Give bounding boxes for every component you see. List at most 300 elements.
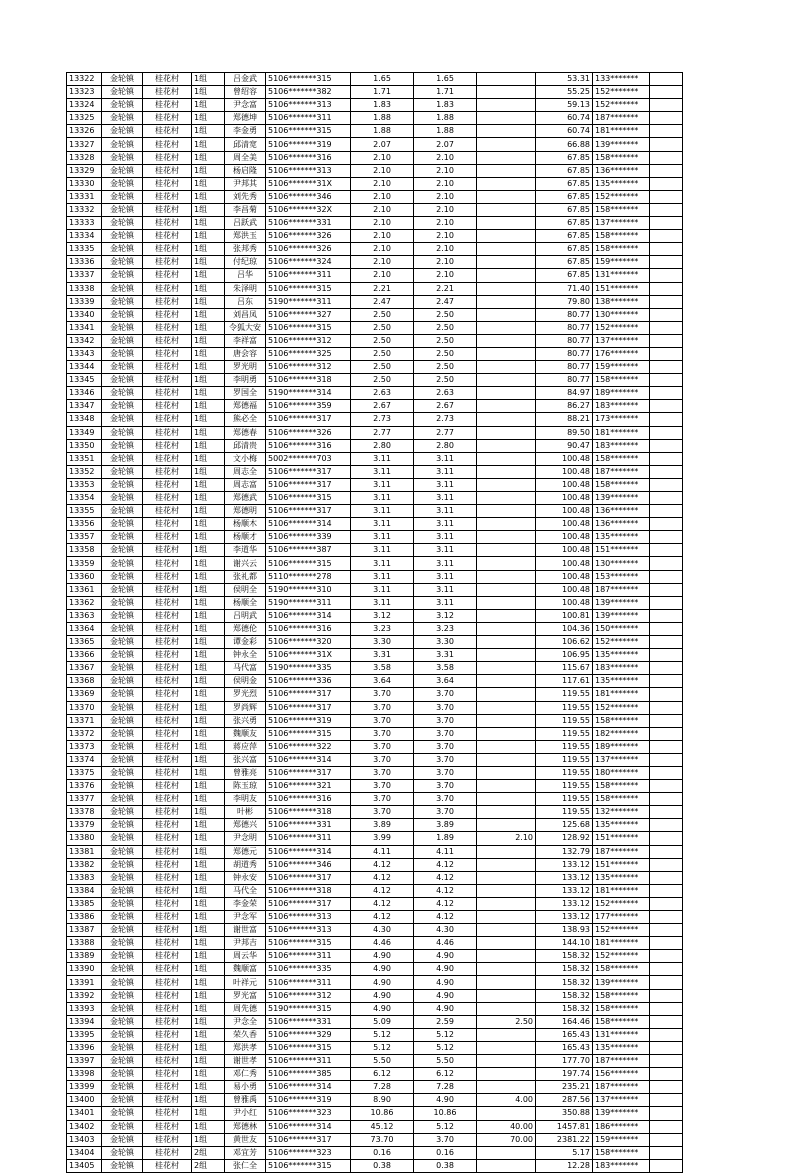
cell-amount: 119.55 (536, 701, 593, 714)
cell-village: 桂花村 (143, 871, 192, 884)
cell-name: 郑德坤 (225, 112, 266, 125)
cell-id-masked: 5106*******315 (266, 937, 351, 950)
cell-extra (650, 230, 683, 243)
cell-amount: 100.48 (536, 544, 593, 557)
cell-phone: 152******* (593, 701, 650, 714)
cell-col-a: 2.67 (351, 400, 414, 413)
cell-village: 桂花村 (143, 544, 192, 557)
cell-town: 金轮镇 (102, 832, 143, 845)
cell-town: 金轮镇 (102, 321, 143, 334)
cell-phone: 173******* (593, 413, 650, 426)
cell-extra (650, 400, 683, 413)
cell-amount: 53.31 (536, 73, 593, 86)
cell-village: 桂花村 (143, 636, 192, 649)
cell-village: 桂花村 (143, 1146, 192, 1159)
table-row (67, 884, 683, 897)
cell-col-c (477, 99, 536, 112)
cell-phone: 181******* (593, 937, 650, 950)
cell-col-b: 2.47 (414, 295, 477, 308)
cell-amount: 177.70 (536, 1055, 593, 1068)
cell-group: 1组 (192, 400, 225, 413)
cell-name: 张礼都 (225, 570, 266, 583)
cell-village: 桂花村 (143, 649, 192, 662)
cell-col-a: 2.50 (351, 347, 414, 360)
cell-col-a: 3.11 (351, 544, 414, 557)
table-row (67, 190, 683, 203)
cell-extra (650, 256, 683, 269)
cell-col-b: 2.10 (414, 243, 477, 256)
cell-town: 金轮镇 (102, 570, 143, 583)
cell-id: 13393 (67, 1002, 102, 1015)
cell-group: 1组 (192, 766, 225, 779)
cell-col-a: 10.86 (351, 1107, 414, 1120)
table-row (67, 832, 683, 845)
cell-id-masked: 5106*******317 (266, 478, 351, 491)
cell-col-c (477, 557, 536, 570)
cell-col-b: 3.11 (414, 465, 477, 478)
cell-group: 1组 (192, 439, 225, 452)
cell-phone: 151******* (593, 544, 650, 557)
cell-name: 罗光明 (225, 361, 266, 374)
cell-town: 金轮镇 (102, 714, 143, 727)
cell-town: 金轮镇 (102, 963, 143, 976)
cell-col-c (477, 622, 536, 635)
cell-col-c (477, 361, 536, 374)
cell-col-a: 3.70 (351, 740, 414, 753)
cell-id: 13353 (67, 478, 102, 491)
cell-amount: 115.67 (536, 662, 593, 675)
cell-group: 1组 (192, 282, 225, 295)
cell-amount: 133.12 (536, 858, 593, 871)
cell-col-c (477, 138, 536, 151)
table-row (67, 413, 683, 426)
cell-group: 1组 (192, 177, 225, 190)
cell-col-b: 2.67 (414, 400, 477, 413)
cell-phone: 187******* (593, 583, 650, 596)
cell-village: 桂花村 (143, 897, 192, 910)
cell-col-b: 3.70 (414, 793, 477, 806)
cell-col-b: 2.50 (414, 374, 477, 387)
cell-name: 谢世富 (225, 924, 266, 937)
cell-village: 桂花村 (143, 217, 192, 230)
cell-town: 金轮镇 (102, 884, 143, 897)
cell-village: 桂花村 (143, 583, 192, 596)
cell-col-b: 2.50 (414, 321, 477, 334)
cell-col-c (477, 295, 536, 308)
cell-col-c (477, 845, 536, 858)
cell-amount: 100.48 (536, 583, 593, 596)
cell-amount: 90.47 (536, 439, 593, 452)
cell-village: 桂花村 (143, 1159, 192, 1172)
cell-group: 1组 (192, 845, 225, 858)
cell-group: 1组 (192, 596, 225, 609)
cell-amount: 133.12 (536, 884, 593, 897)
cell-id-masked: 5190*******310 (266, 583, 351, 596)
cell-col-c (477, 806, 536, 819)
cell-group: 1组 (192, 727, 225, 740)
cell-group: 1组 (192, 1068, 225, 1081)
cell-town: 金轮镇 (102, 478, 143, 491)
cell-col-a: 3.70 (351, 780, 414, 793)
cell-amount: 119.55 (536, 688, 593, 701)
cell-id-masked: 5106*******314 (266, 845, 351, 858)
cell-group: 1组 (192, 740, 225, 753)
cell-id: 13397 (67, 1055, 102, 1068)
cell-id: 13349 (67, 426, 102, 439)
cell-extra (650, 793, 683, 806)
cell-col-c (477, 452, 536, 465)
cell-phone: 136******* (593, 505, 650, 518)
cell-town: 金轮镇 (102, 1159, 143, 1172)
cell-col-a: 2.50 (351, 374, 414, 387)
cell-id-masked: 5106*******317 (266, 465, 351, 478)
cell-id: 13332 (67, 203, 102, 216)
cell-col-a: 2.10 (351, 203, 414, 216)
cell-town: 金轮镇 (102, 217, 143, 230)
cell-phone: 152******* (593, 99, 650, 112)
cell-col-b: 3.11 (414, 452, 477, 465)
cell-id-masked: 5106*******31X (266, 649, 351, 662)
cell-phone: 156******* (593, 1068, 650, 1081)
cell-col-b: 4.90 (414, 950, 477, 963)
cell-col-c (477, 243, 536, 256)
cell-col-b: 3.70 (414, 740, 477, 753)
cell-phone: 152******* (593, 897, 650, 910)
table-body (67, 73, 683, 1173)
cell-name: 熊必全 (225, 413, 266, 426)
cell-amount: 80.77 (536, 374, 593, 387)
cell-village: 桂花村 (143, 321, 192, 334)
table-row (67, 1041, 683, 1054)
cell-village: 桂花村 (143, 1028, 192, 1041)
cell-group: 1组 (192, 662, 225, 675)
cell-phone: 158******* (593, 452, 650, 465)
cell-id: 13370 (67, 701, 102, 714)
cell-col-b: 3.11 (414, 544, 477, 557)
cell-amount: 100.81 (536, 609, 593, 622)
cell-name: 郑德伦 (225, 622, 266, 635)
cell-name: 周云华 (225, 950, 266, 963)
cell-col-a: 3.70 (351, 766, 414, 779)
cell-amount: 119.55 (536, 793, 593, 806)
cell-col-b: 3.70 (414, 688, 477, 701)
cell-town: 金轮镇 (102, 911, 143, 924)
table-row (67, 125, 683, 138)
cell-amount: 119.55 (536, 727, 593, 740)
table-row (67, 374, 683, 387)
cell-town: 金轮镇 (102, 1002, 143, 1015)
cell-extra (650, 308, 683, 321)
cell-extra (650, 924, 683, 937)
cell-col-a: 2.50 (351, 361, 414, 374)
cell-group: 1组 (192, 780, 225, 793)
cell-col-b: 4.90 (414, 963, 477, 976)
cell-id: 13334 (67, 230, 102, 243)
cell-id-masked: 5106*******317 (266, 413, 351, 426)
cell-phone: 180******* (593, 766, 650, 779)
cell-village: 桂花村 (143, 400, 192, 413)
table-row (67, 243, 683, 256)
cell-id: 13384 (67, 884, 102, 897)
cell-col-c (477, 609, 536, 622)
cell-extra (650, 73, 683, 86)
cell-amount: 67.85 (536, 190, 593, 203)
table-row (67, 1028, 683, 1041)
cell-amount: 80.77 (536, 321, 593, 334)
cell-id: 13347 (67, 400, 102, 413)
cell-phone: 130******* (593, 557, 650, 570)
table-row (67, 269, 683, 282)
cell-town: 金轮镇 (102, 347, 143, 360)
cell-town: 金轮镇 (102, 924, 143, 937)
cell-phone: 187******* (593, 1081, 650, 1094)
cell-name: 郑德元 (225, 845, 266, 858)
cell-id: 13379 (67, 819, 102, 832)
cell-extra (650, 688, 683, 701)
cell-name: 罗尚辉 (225, 701, 266, 714)
cell-phone: 152******* (593, 924, 650, 937)
cell-phone: 151******* (593, 832, 650, 845)
cell-id: 13355 (67, 505, 102, 518)
cell-id: 13345 (67, 374, 102, 387)
cell-col-b: 1.65 (414, 73, 477, 86)
cell-town: 金轮镇 (102, 871, 143, 884)
cell-col-b: 3.70 (414, 714, 477, 727)
cell-name: 文小梅 (225, 452, 266, 465)
cell-group: 1组 (192, 636, 225, 649)
table-row (67, 819, 683, 832)
cell-village: 桂花村 (143, 347, 192, 360)
cell-extra (650, 596, 683, 609)
table-row (67, 609, 683, 622)
cell-col-b: 2.73 (414, 413, 477, 426)
cell-village: 桂花村 (143, 1094, 192, 1107)
cell-town: 金轮镇 (102, 125, 143, 138)
cell-amount: 67.85 (536, 269, 593, 282)
cell-phone: 151******* (593, 858, 650, 871)
cell-phone: 133******* (593, 73, 650, 86)
cell-group: 1组 (192, 911, 225, 924)
cell-village: 桂花村 (143, 374, 192, 387)
cell-group: 1组 (192, 806, 225, 819)
table-row (67, 780, 683, 793)
cell-town: 金轮镇 (102, 1015, 143, 1028)
cell-name: 侯明金 (225, 675, 266, 688)
cell-extra (650, 452, 683, 465)
cell-col-c (477, 688, 536, 701)
table-row (67, 688, 683, 701)
cell-town: 金轮镇 (102, 727, 143, 740)
cell-group: 1组 (192, 557, 225, 570)
cell-group: 1组 (192, 609, 225, 622)
cell-village: 桂花村 (143, 190, 192, 203)
cell-name: 叶祥元 (225, 976, 266, 989)
cell-phone: 189******* (593, 387, 650, 400)
cell-village: 桂花村 (143, 230, 192, 243)
cell-village: 桂花村 (143, 1055, 192, 1068)
cell-phone: 176******* (593, 347, 650, 360)
cell-col-b: 1.89 (414, 832, 477, 845)
cell-col-c (477, 950, 536, 963)
cell-col-a: 2.50 (351, 334, 414, 347)
cell-extra (650, 714, 683, 727)
cell-id: 13383 (67, 871, 102, 884)
cell-col-c (477, 282, 536, 295)
cell-name: 杨顺木 (225, 518, 266, 531)
cell-col-b: 3.11 (414, 596, 477, 609)
cell-id-masked: 5106*******317 (266, 897, 351, 910)
cell-town: 金轮镇 (102, 138, 143, 151)
cell-col-c (477, 989, 536, 1002)
cell-town: 金轮镇 (102, 164, 143, 177)
cell-col-c (477, 73, 536, 86)
cell-extra (650, 387, 683, 400)
cell-id: 13405 (67, 1159, 102, 1172)
cell-col-a: 3.70 (351, 806, 414, 819)
cell-village: 桂花村 (143, 858, 192, 871)
cell-extra (650, 439, 683, 452)
cell-amount: 67.85 (536, 177, 593, 190)
cell-extra (650, 531, 683, 544)
cell-group: 1组 (192, 112, 225, 125)
cell-col-a: 3.11 (351, 478, 414, 491)
cell-col-a: 4.12 (351, 897, 414, 910)
cell-amount: 67.85 (536, 217, 593, 230)
cell-town: 金轮镇 (102, 151, 143, 164)
cell-extra (650, 884, 683, 897)
cell-col-a: 3.70 (351, 793, 414, 806)
table-row (67, 753, 683, 766)
cell-id: 13358 (67, 544, 102, 557)
cell-extra (650, 190, 683, 203)
cell-id: 13338 (67, 282, 102, 295)
cell-extra (650, 963, 683, 976)
cell-village: 桂花村 (143, 911, 192, 924)
cell-name: 尹念富 (225, 99, 266, 112)
cell-village: 桂花村 (143, 1068, 192, 1081)
cell-town: 金轮镇 (102, 793, 143, 806)
cell-col-b: 3.12 (414, 609, 477, 622)
cell-id-masked: 5106*******311 (266, 112, 351, 125)
cell-phone: 159******* (593, 361, 650, 374)
cell-col-c: 2.10 (477, 832, 536, 845)
cell-group: 1组 (192, 950, 225, 963)
cell-town: 金轮镇 (102, 976, 143, 989)
cell-id-masked: 5106*******387 (266, 544, 351, 557)
cell-col-c: 2.50 (477, 1015, 536, 1028)
cell-extra (650, 374, 683, 387)
cell-amount: 67.85 (536, 230, 593, 243)
cell-name: 邱清贵 (225, 439, 266, 452)
cell-id: 13377 (67, 793, 102, 806)
cell-phone: 187******* (593, 465, 650, 478)
cell-group: 1组 (192, 832, 225, 845)
cell-town: 金轮镇 (102, 269, 143, 282)
cell-name: 尹念军 (225, 911, 266, 924)
table-row (67, 492, 683, 505)
cell-col-a: 2.47 (351, 295, 414, 308)
cell-name: 李祥富 (225, 334, 266, 347)
cell-col-a: 3.11 (351, 583, 414, 596)
cell-id: 13395 (67, 1028, 102, 1041)
cell-phone: 158******* (593, 151, 650, 164)
cell-col-b: 3.70 (414, 766, 477, 779)
cell-col-c (477, 1041, 536, 1054)
table-row (67, 1055, 683, 1068)
cell-col-a: 3.89 (351, 819, 414, 832)
cell-col-a: 0.16 (351, 1146, 414, 1159)
cell-id-masked: 5106*******316 (266, 151, 351, 164)
cell-town: 金轮镇 (102, 256, 143, 269)
cell-col-c (477, 714, 536, 727)
cell-col-a: 4.11 (351, 845, 414, 858)
cell-col-a: 4.90 (351, 950, 414, 963)
cell-amount: 144.10 (536, 937, 593, 950)
cell-col-c (477, 177, 536, 190)
cell-amount: 100.48 (536, 518, 593, 531)
cell-group: 1组 (192, 256, 225, 269)
table-row (67, 138, 683, 151)
cell-phone: 137******* (593, 334, 650, 347)
cell-col-a: 4.90 (351, 976, 414, 989)
cell-col-c (477, 740, 536, 753)
cell-amount: 133.12 (536, 897, 593, 910)
table-row (67, 505, 683, 518)
cell-id-masked: 5106*******313 (266, 911, 351, 924)
cell-group: 1组 (192, 531, 225, 544)
cell-town: 金轮镇 (102, 518, 143, 531)
cell-phone: 135******* (593, 675, 650, 688)
cell-col-b: 4.90 (414, 1002, 477, 1015)
cell-phone: 153******* (593, 570, 650, 583)
cell-col-c (477, 976, 536, 989)
cell-phone: 139******* (593, 596, 650, 609)
cell-amount: 100.48 (536, 492, 593, 505)
table-row (67, 858, 683, 871)
cell-col-a: 3.11 (351, 492, 414, 505)
cell-id-masked: 5106*******318 (266, 884, 351, 897)
cell-town: 金轮镇 (102, 243, 143, 256)
cell-col-b: 3.31 (414, 649, 477, 662)
cell-amount: 66.88 (536, 138, 593, 151)
cell-col-a: 5.09 (351, 1015, 414, 1028)
cell-id-masked: 5190*******335 (266, 662, 351, 675)
cell-extra (650, 1041, 683, 1054)
cell-col-b: 3.64 (414, 675, 477, 688)
cell-extra (650, 675, 683, 688)
cell-name: 周先德 (225, 1002, 266, 1015)
cell-group: 1组 (192, 138, 225, 151)
cell-group: 1组 (192, 374, 225, 387)
cell-name: 刘先秀 (225, 190, 266, 203)
cell-amount: 125.68 (536, 819, 593, 832)
cell-phone: 138******* (593, 295, 650, 308)
cell-id-masked: 5106*******385 (266, 1068, 351, 1081)
cell-col-c (477, 544, 536, 557)
cell-group: 1组 (192, 924, 225, 937)
cell-phone: 186******* (593, 1120, 650, 1133)
cell-name: 李金勇 (225, 125, 266, 138)
cell-amount: 55.25 (536, 86, 593, 99)
cell-col-b: 1.88 (414, 125, 477, 138)
cell-name: 邓宜芳 (225, 1146, 266, 1159)
cell-id-masked: 5106*******313 (266, 924, 351, 937)
cell-id: 13324 (67, 99, 102, 112)
cell-id: 13343 (67, 347, 102, 360)
cell-id-masked: 5106*******323 (266, 1107, 351, 1120)
cell-col-a: 2.10 (351, 256, 414, 269)
cell-name: 李金荣 (225, 897, 266, 910)
